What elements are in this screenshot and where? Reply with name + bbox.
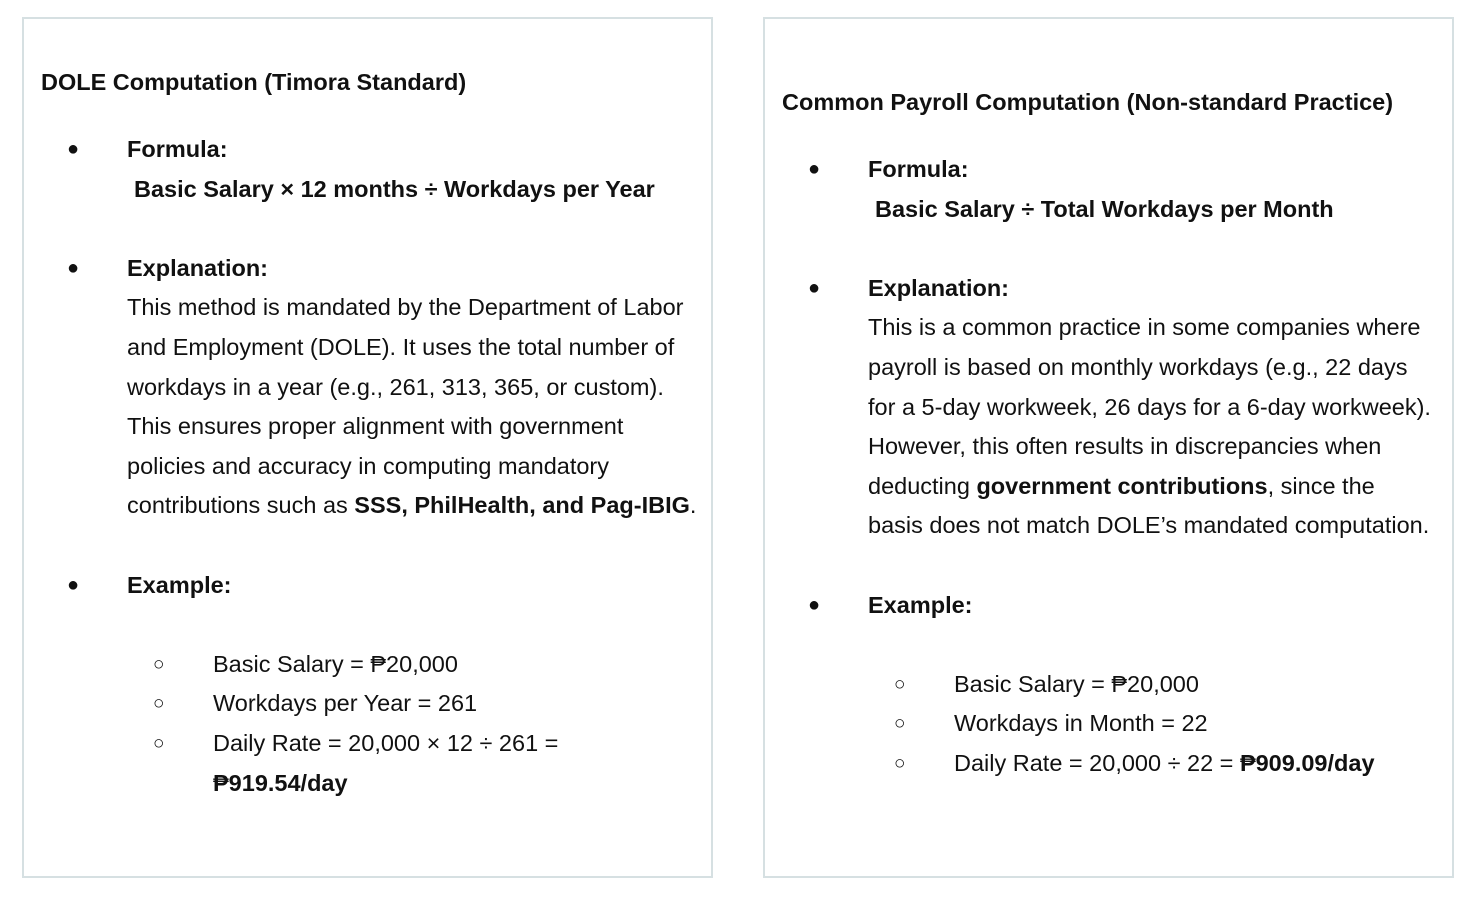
- explanation-emphasis: government contributions: [976, 472, 1268, 499]
- explanation-label: Explanation:: [868, 274, 1010, 301]
- explanation-end: , since the basis does not match DOLE’s mandated computation.: [868, 472, 1430, 539]
- sub-bullet-icon: ○: [153, 693, 165, 715]
- example-text: Basic Salary = ₱20,000: [213, 650, 458, 677]
- example-text: Daily Rate = 20,000 ÷ 22 =: [954, 749, 1240, 776]
- example-basic-salary: [24, 645, 697, 685]
- sub-bullet-icon: ○: [153, 732, 165, 754]
- formula-label: Formula:: [868, 156, 969, 182]
- example-daily-rate: [765, 744, 1438, 784]
- sub-bullet-icon: ○: [894, 673, 906, 695]
- sub-bullet-icon: ○: [153, 653, 165, 675]
- example-text: Workdays per Year = 261: [213, 690, 478, 717]
- formula-text: Basic Salary × 12 months ÷ Workdays per Year: [134, 175, 655, 202]
- daily-rate-result: ₱919.54/day: [213, 769, 348, 796]
- example-text: Basic Salary = ₱20,000: [954, 670, 1199, 697]
- bullet-dot-icon: ●: [67, 138, 80, 160]
- common-payroll-panel: [763, 17, 1454, 878]
- example-label: Example:: [127, 571, 232, 598]
- bullet-list: [24, 130, 711, 803]
- explanation-item: [765, 269, 1452, 546]
- bullet-dot-icon: ●: [67, 573, 80, 596]
- formula-text: Basic Salary ÷ Total Workdays per Month: [875, 195, 1334, 222]
- explanation-item: [24, 249, 711, 526]
- daily-rate-result: ₱909.09/day: [1239, 749, 1375, 776]
- bullet-dot-icon: ●: [67, 256, 80, 279]
- bullet-dot-icon: ●: [808, 593, 821, 616]
- example-item: [765, 586, 1452, 784]
- dole-computation-panel: [22, 17, 713, 878]
- explanation-end: .: [689, 492, 697, 519]
- example-list: [127, 645, 697, 803]
- example-workdays: [24, 684, 697, 724]
- explanation-text: This method is mandated by the Department of Labor and Employment (DOLE). It uses the total number of workdays in a year (e.g., 261, 313, 365, or custom). This ensures proper alignment with government policies and accuracy in computing mandatory contributions such as: [127, 294, 684, 519]
- example-list: [868, 665, 1438, 784]
- sub-bullet-icon: ○: [894, 752, 906, 774]
- explanation-paragraph: [127, 288, 697, 526]
- panel-title: DOLE Computation (Timora Standard): [41, 69, 467, 95]
- example-text: Workdays in Month = 22: [954, 710, 1208, 737]
- explanation-emphasis: SSS, PhilHealth, and Pag-IBIG: [354, 492, 690, 519]
- formula-label: Formula:: [127, 136, 228, 162]
- example-daily-rate: [24, 724, 697, 803]
- example-text: Daily Rate = 20,000 × 12 ÷ 261 =: [213, 729, 559, 756]
- formula-item: [24, 130, 711, 209]
- bullet-dot-icon: ●: [808, 158, 821, 180]
- explanation-paragraph: [868, 308, 1438, 546]
- example-item: [24, 566, 711, 804]
- example-basic-salary: [765, 665, 1438, 705]
- example-label: Example:: [868, 591, 973, 618]
- bullet-dot-icon: ●: [808, 276, 821, 299]
- panel-title: Common Payroll Computation (Non-standard Practice): [782, 89, 1394, 115]
- formula-item: [765, 150, 1452, 229]
- explanation-text: This is a common practice in some companies where payroll is based on monthly workdays (e.g., 22 days for a 5-day workweek, 26 days for a 6-day workweek). However, this often results in discrepancies when deducting: [868, 314, 1431, 499]
- bullet-list: [765, 150, 1452, 784]
- explanation-label: Explanation:: [127, 254, 269, 281]
- sub-bullet-icon: ○: [894, 713, 906, 735]
- example-workdays: [765, 704, 1438, 744]
